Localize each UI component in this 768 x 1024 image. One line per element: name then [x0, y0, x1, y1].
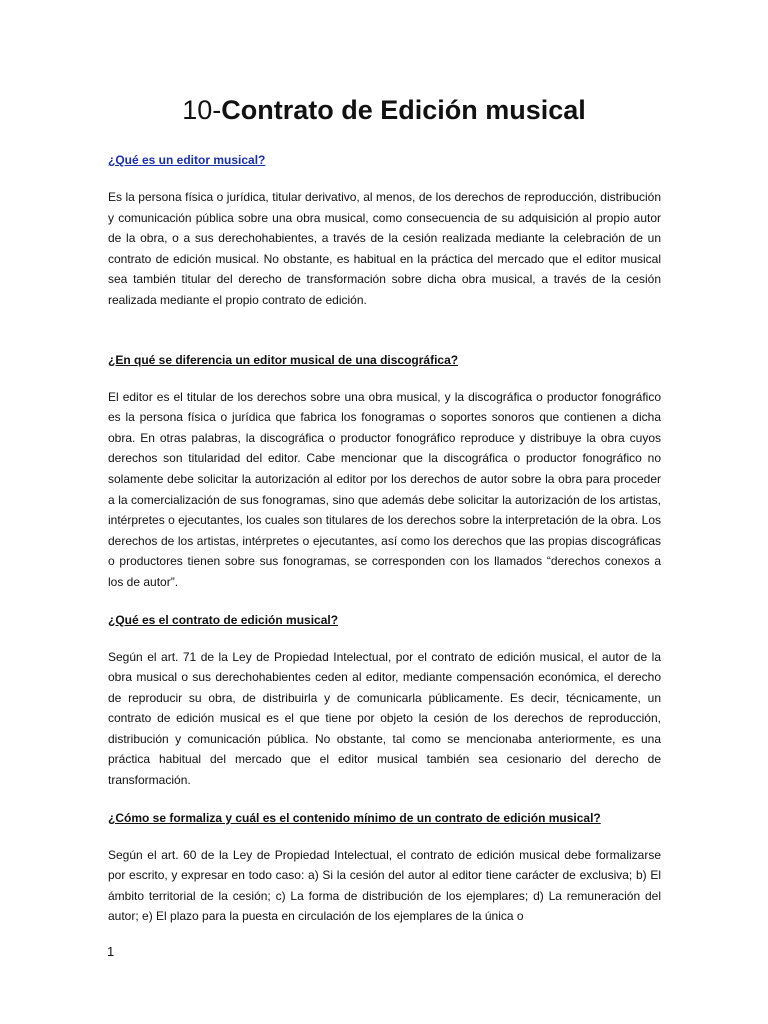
question-heading: ¿Qué es un editor musical?	[108, 153, 266, 167]
answer-paragraph: Es la persona física o jurídica, titular derivativo, al menos, de los derechos de reproducción, distribución y comunicación pública sobre una obra musical, como consecuencia de su adquisición al propio autor de la obra, o a sus derechohabientes, a través de la cesión realizada mediante la celebración de un contrato de edición musical. No obstante, es habitual en la práctica del mercado que el editor musical sea también titular del derecho de transformación sobre dicha obra musical, a través de la cesión realizada mediante el propio contrato de edición.	[108, 190, 661, 307]
question-heading: ¿Cómo se formaliza y cuál es el contenido mínimo de un contrato de edición musical?	[108, 810, 601, 825]
page-title	[0, 90, 768, 130]
title-number: 10-	[182, 95, 222, 125]
question-heading: ¿En qué se diferencia un editor musical de una discográfica?	[108, 352, 459, 367]
page-number: 1	[107, 944, 115, 959]
question-heading: ¿Qué es el contrato de edición musical?	[108, 612, 339, 627]
answer-paragraph: Según el art. 71 de la Ley de Propiedad Intelectual, por el contrato de edición musical, el autor de la obra musical o sus derechohabientes ceden al editor, mediante compensación económica, el derecho de reproducir su obra, de distribuirla y de comunicarla públicamente. Es decir, técnicamente, un contrato de edición musical es el que tiene por objeto la cesión de los derechos de reproducción, distribución y comunicación pública. No obstante, tal como se mencionaba anteriormente, es una práctica habitual del mercado que el editor musical también sea cesionario del derecho de transformación.	[108, 649, 661, 788]
spacer	[108, 329, 661, 351]
answer-paragraph: Según el art. 60 de la Ley de Propiedad Intelectual, el contrato de edición musical debe formalizarse por escrito, y expresar en todo caso: a) Si la cesión del autor al editor tiene carácter de exclusiva; b) El ámbito territorial de la cesión; c) La forma de distribución de los ejemplares; d) La remuneración del autor; e) El plazo para la puesta en circulación de los ejemplares de la única o	[108, 847, 661, 924]
answer-paragraph: El editor es el titular de los derechos sobre una obra musical, y la discográfica o productor fonográfico es la persona física o jurídica que fabrica los fonogramas o soportes sonoros que contienen a dicha obra. En otras palabras, la discográfica o productor fonográfico reproduce y distribuye la obra cuyos derechos son titularidad del editor. Cabe mencionar que la discográfica o productor fonográfico no solamente debe solicitar la autorización al editor por los derechos de autor sobre la obra para proceder a la comercialización de sus fonogramas, sino que además debe solicitar la autorización de los artistas, intérpretes o ejecutantes, los cuales son titulares de los derechos sobre la interpretación de la obra. Los derechos de los artistas, intérpretes o ejecutantes, así como los derechos que las propias discográficas o productores tienen sobre sus fonogramas, se corresponden con los llamados “derechos conexos a los de autor”.	[108, 389, 661, 589]
title-text: Contrato de Edición musical	[221, 95, 586, 125]
document-body	[108, 151, 661, 945]
